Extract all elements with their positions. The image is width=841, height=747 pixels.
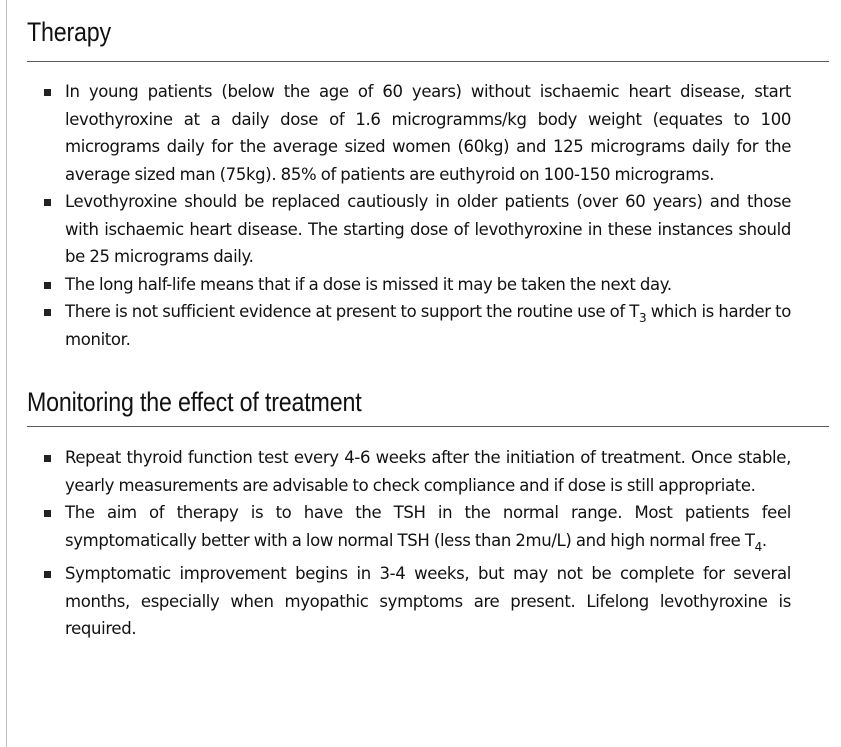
list-item xyxy=(27,271,829,299)
monitoring-list xyxy=(27,444,829,643)
list-item-text-tail: . xyxy=(761,530,767,550)
list-item-text: The long half-life means that if a dose is missed it may be taken the next day. xyxy=(65,274,672,294)
list-item xyxy=(27,298,829,353)
square-bullet-icon xyxy=(44,89,51,96)
list-item xyxy=(27,560,829,643)
list-item xyxy=(27,78,829,188)
therapy-list xyxy=(27,78,829,353)
list-item-text-tail: which is harder to monitor. xyxy=(65,302,791,349)
therapy-section xyxy=(27,0,829,353)
subscript-3: 3 xyxy=(639,311,647,325)
square-bullet-icon xyxy=(44,199,51,206)
list-item xyxy=(27,188,829,271)
square-bullet-icon xyxy=(44,455,51,462)
therapy-heading-wrap xyxy=(27,0,829,62)
square-bullet-icon xyxy=(44,510,51,517)
list-item-text: Levothyroxine should be replaced cautiously in older patients (over 60 years) and those with ischaemic heart disease. The starting dose of levothyroxine in these instances should be 25 micrograms daily. xyxy=(65,192,791,266)
document-content xyxy=(27,0,829,643)
square-bullet-icon xyxy=(44,282,51,289)
therapy-heading: Therapy xyxy=(27,17,111,47)
monitoring-heading-wrap xyxy=(27,383,829,427)
subscript-4: 4 xyxy=(754,539,762,554)
left-border-rule xyxy=(6,0,7,747)
monitoring-heading: Monitoring the effect of treatment xyxy=(27,387,362,417)
list-item xyxy=(27,444,829,499)
list-item-text: In young patients (below the age of 60 years) without ischaemic heart disease, start levothyroxine at a daily dose of 1.6 microgramms/kg body weight (equates to 100 micrograms daily for the average sized women (60kg) and 125 micrograms daily for the average sized man (75kg). 85% of patients are euthyroid on 100-150 micrograms. xyxy=(65,82,791,184)
list-item xyxy=(27,499,829,554)
list-item-text: The aim of therapy is to have the TSH in the normal range. Most patients feel symptomatically better with a low normal TSH (less than 2mu/L) and high normal free T xyxy=(65,503,791,550)
monitoring-section xyxy=(27,383,829,643)
list-item-text: Symptomatic improvement begins in 3-4 weeks, but may not be complete for several months, especially when myopathic symptoms are present. Lifelong levothyroxine is required. xyxy=(65,564,791,638)
square-bullet-icon xyxy=(44,571,51,578)
list-item-text: There is not sufficient evidence at present to support the routine use of T xyxy=(65,302,640,321)
list-item-text: Repeat thyroid function test every 4-6 weeks after the initiation of treatment. Once stable, yearly measurements are advisable to check compliance and if dose is still appropriate. xyxy=(65,448,791,495)
square-bullet-icon xyxy=(44,309,51,316)
